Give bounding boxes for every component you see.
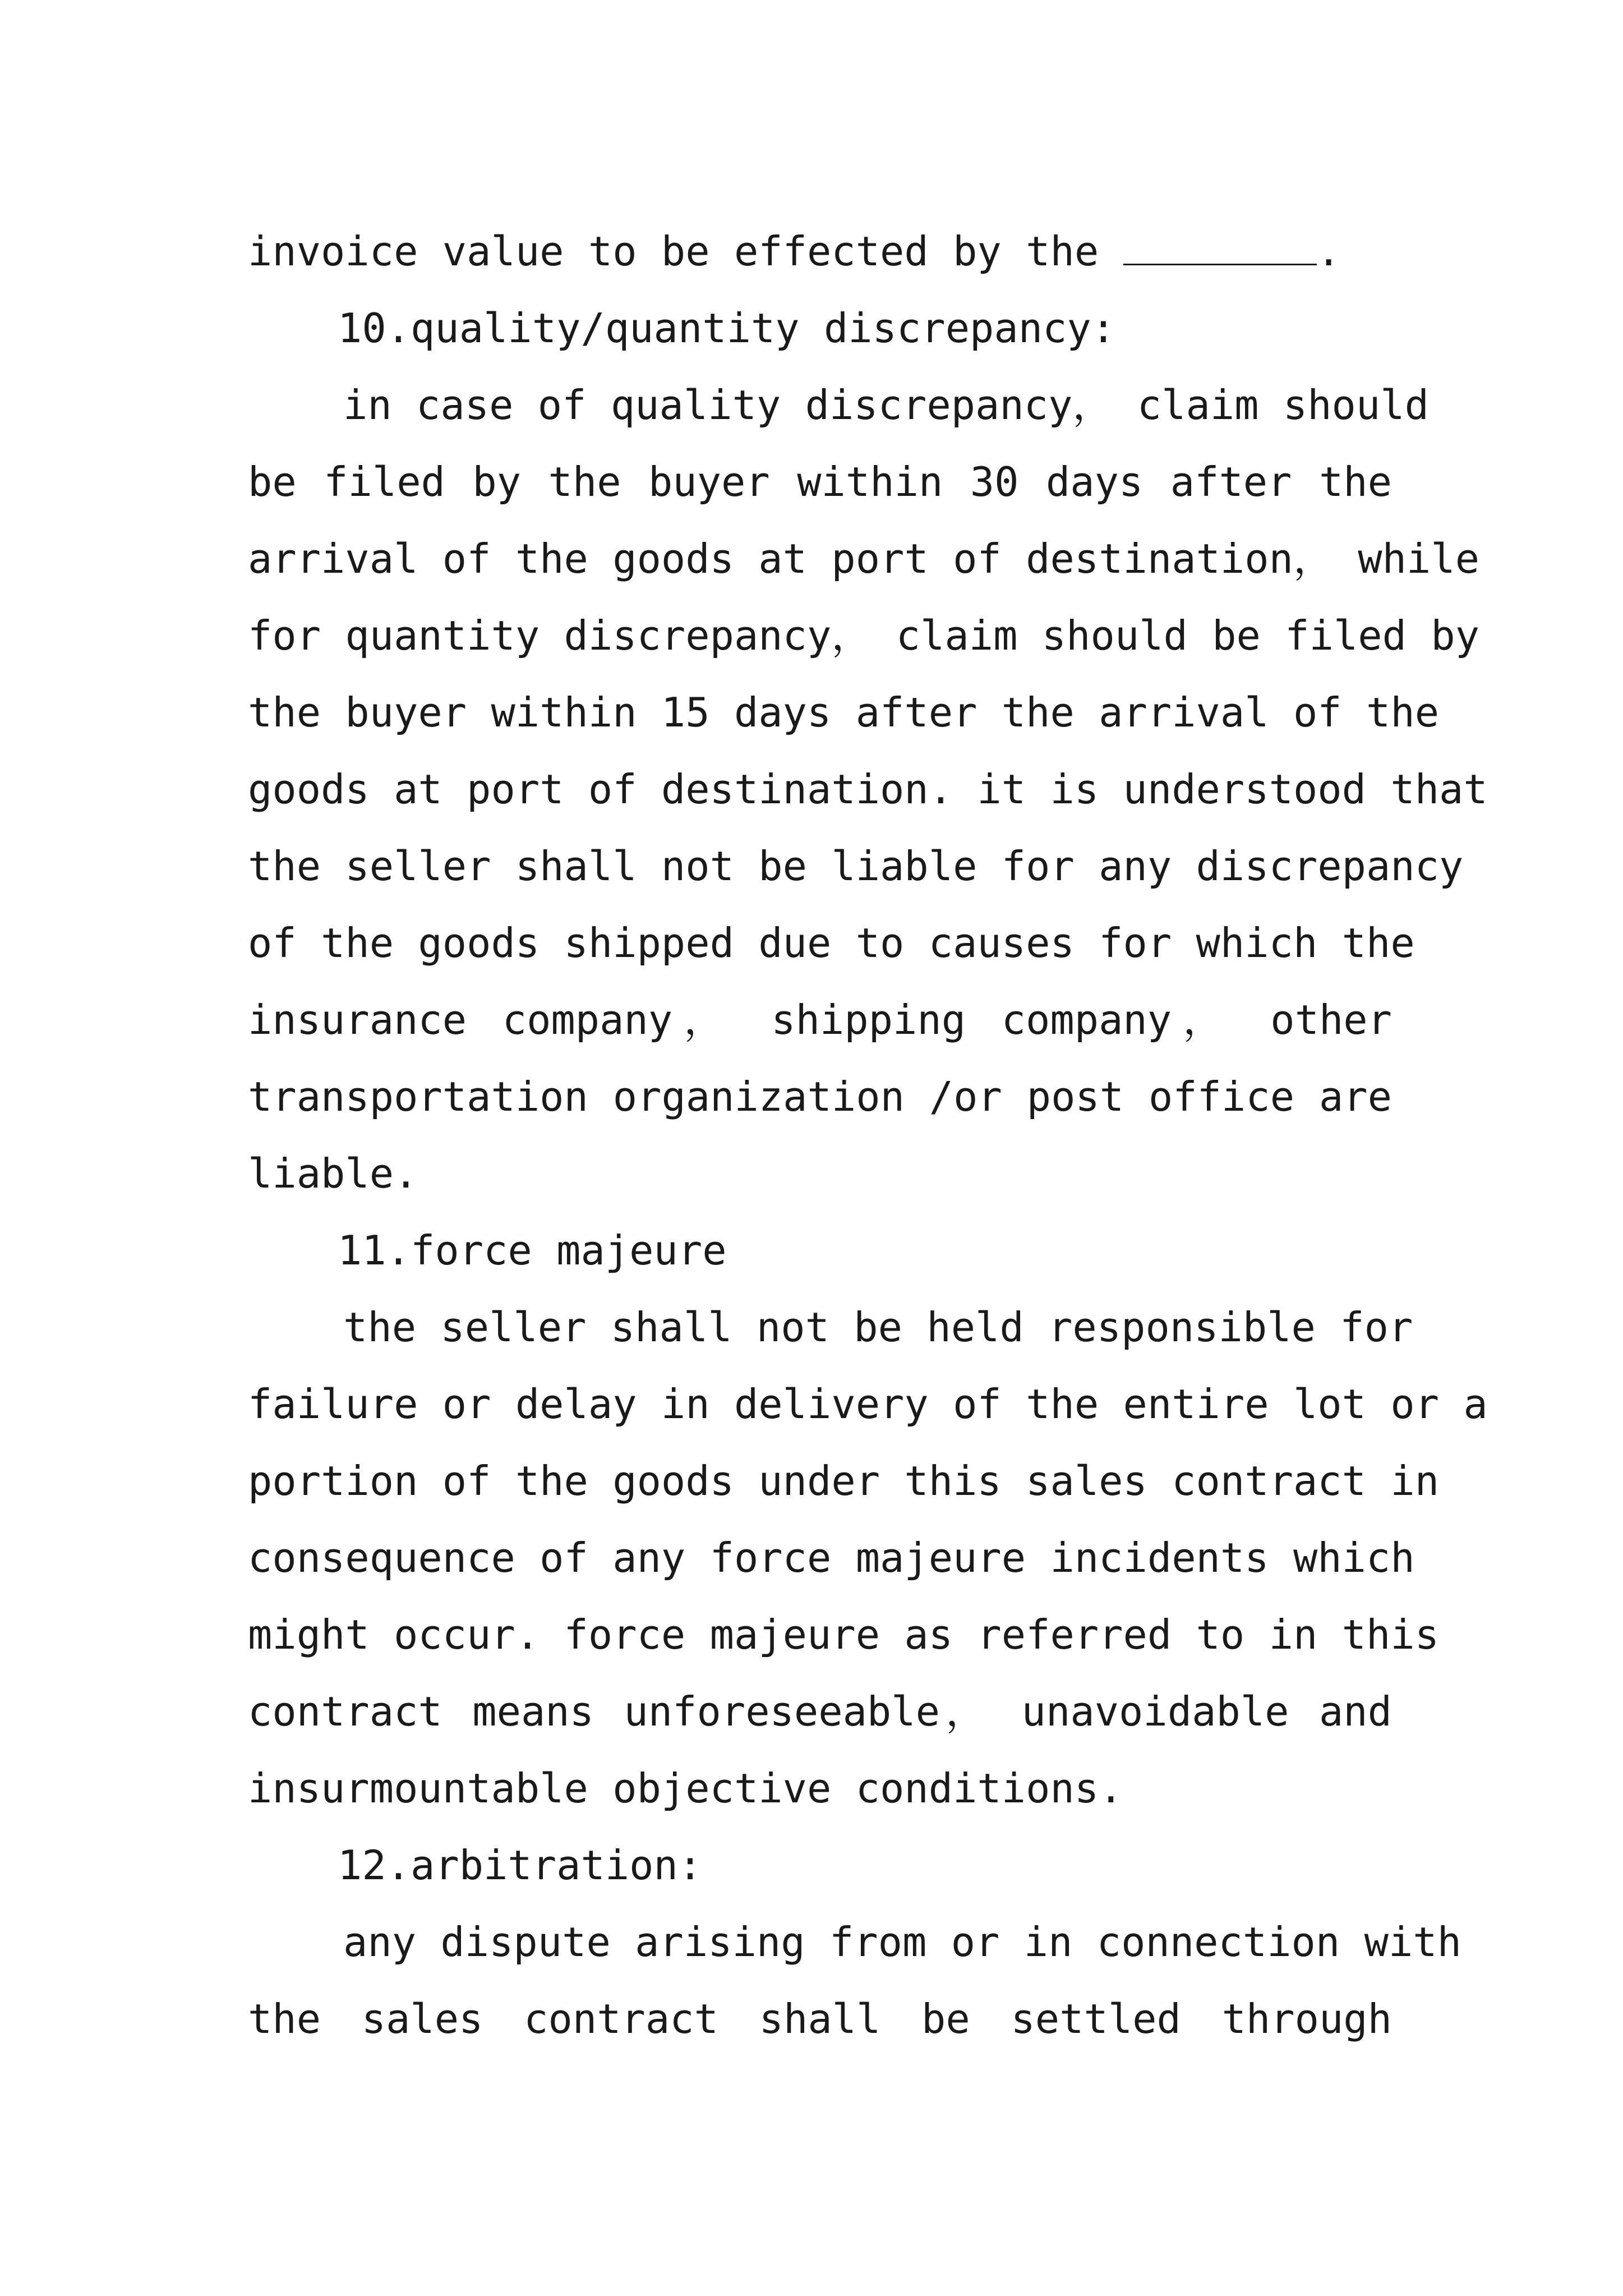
text-line [248,213,1392,290]
paragraph-line: insurance company， shipping company， other [248,996,1392,1043]
paragraph-line: contract means unforeseeable， unavoidable and [248,1688,1392,1735]
section-heading-quality-discrepancy: 10.quality/quantity discrepancy: [338,305,1116,352]
text-segment: invoice value to be effected by the [248,228,1099,275]
paragraph-line: insurmountable objective conditions. [248,1765,1123,1812]
text-segment: . [1316,228,1341,275]
paragraph-line: transportation organization /or post office are [248,1073,1392,1120]
section-heading-arbitration: 12.arbitration: [338,1842,703,1889]
paragraph-line: for quantity discrepancy， claim should be filed by [248,612,1480,659]
paragraph-line: portion of the goods under this sales contract in [248,1457,1440,1504]
paragraph-line: failure or delay in delivery of the entire lot or a [248,1381,1488,1428]
paragraph-line: the seller shall not be held responsible for [343,1304,1413,1351]
paragraph-line: in case of quality discrepancy， claim should [343,381,1429,429]
paragraph-line: goods at port of destination. it is understood that [248,766,1488,813]
document-body [248,213,1488,2058]
paragraph-line: the buyer within 15 days after the arrival of the [248,689,1440,736]
paragraph-line: might occur. force majeure as referred to in this [248,1611,1440,1658]
paragraph-line: the seller shall not be liable for any discrepancy [248,843,1464,890]
fill-in-blank [1123,230,1317,265]
paragraph-line: arrival of the goods at port of destination， while [248,535,1480,582]
paragraph-line: any dispute arising from or in connection with [343,1918,1461,1966]
paragraph-line: consequence of any force majeure incidents which [248,1534,1415,1581]
paragraph-line: be filed by the buyer within 30 days after the [248,458,1392,505]
paragraph-line: the sales contract shall be settled through [248,1995,1392,2042]
paragraph-line: of the goods shipped due to causes for which the [248,919,1415,967]
paragraph-line: liable. [248,1150,418,1197]
section-heading-force-majeure: 11.force majeure [338,1227,727,1274]
